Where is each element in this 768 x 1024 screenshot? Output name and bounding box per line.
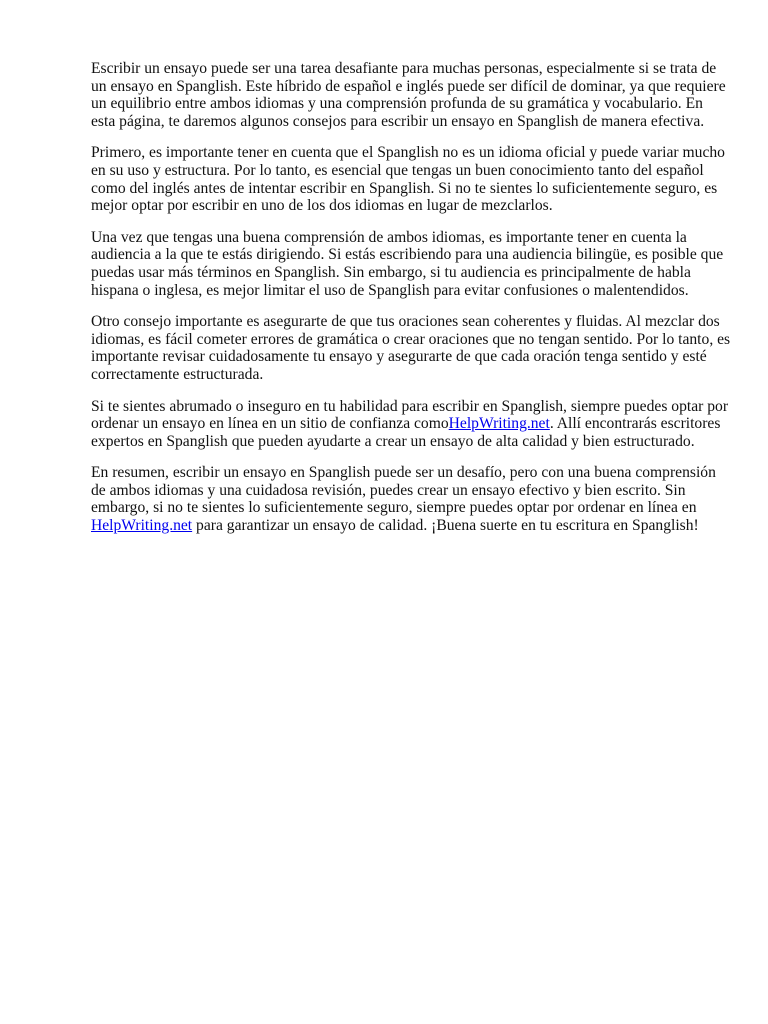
paragraph-text: Si te sientes abrumado o inseguro en tu habilidad para escribir en Spanglish, siempre puedes optar por ordenar un ensayo en línea en un sitio de confianza como [91, 397, 729, 433]
paragraph-summary [91, 464, 731, 534]
paragraph-intro: Escribir un ensayo puede ser una tarea desafiante para muchas personas, especialmente si se trata de un ensayo en Spanglish. Este híbrido de español e inglés puede ser difícil de dominar, ya que requiere un equilibrio entre ambos idiomas y una comprensión profunda de su gramática y vocabulario. En esta página, te daremos algunos consejos para escribir un ensayo en Spanglish de manera efectiva. [91, 60, 726, 130]
paragraph-coherence: Otro consejo importante es asegurarte de que tus oraciones sean coherentes y fluidas. Al mezclar dos idiomas, es fácil cometer errores de gramática o crear oraciones que no tengan sentido. Por lo tanto, es importante revisar cuidadosamente tu ensayo y asegurarte de que cada oración tenga sentido y esté correctamente estructurada. [91, 313, 731, 383]
paragraph-first-advice: Primero, es importante tener en cuenta que el Spanglish no es un idioma oficial y puede variar mucho en su uso y estructura. Por lo tanto, es esencial que tengas un buen conocimiento tanto del español como del inglés antes de intentar escribir en Spanglish. Si no te sientes lo suficientemente seguro, es mejor optar por escribir en uno de los dos idiomas en lugar de mezclarlos. [91, 144, 725, 215]
paragraph-text: . Allí encontrarás escritores expertos en Spanglish que pueden ayudarte a crear un ensayo de alta calidad y bien estructurado. [91, 415, 721, 450]
paragraph-order-online [91, 398, 731, 451]
helpwriting-link[interactable]: HelpWriting.net [91, 517, 193, 535]
paragraph-text: En resumen, escribir un ensayo en Spanglish puede ser un desafío, pero con una buena comprensión de ambos idiomas y una cuidadosa revisión, puedes crear un ensayo efectivo y bien escrito. Sin embargo, si no te sientes lo suficientemente seguro, siempre puedes optar por ordenar en línea en [91, 464, 716, 517]
paragraph-audience: Una vez que tengas una buena comprensión de ambos idiomas, es importante tener en cuenta la audiencia a la que te estás dirigiendo. Si estás escribiendo para una audiencia bilingüe, es posible que puedas usar más términos en Spanglish. Sin embargo, si tu audiencia es principalmente de habla hispana o inglesa, es mejor limitar el uso de Spanglish para evitar confusiones o malentendidos. [91, 228, 724, 299]
paragraph-text: para garantizar un ensayo de calidad. ¡Buena suerte en tu escritura en Spanglish! [192, 517, 699, 535]
helpwriting-link[interactable]: HelpWriting.net [448, 415, 550, 433]
document-body [91, 60, 731, 549]
